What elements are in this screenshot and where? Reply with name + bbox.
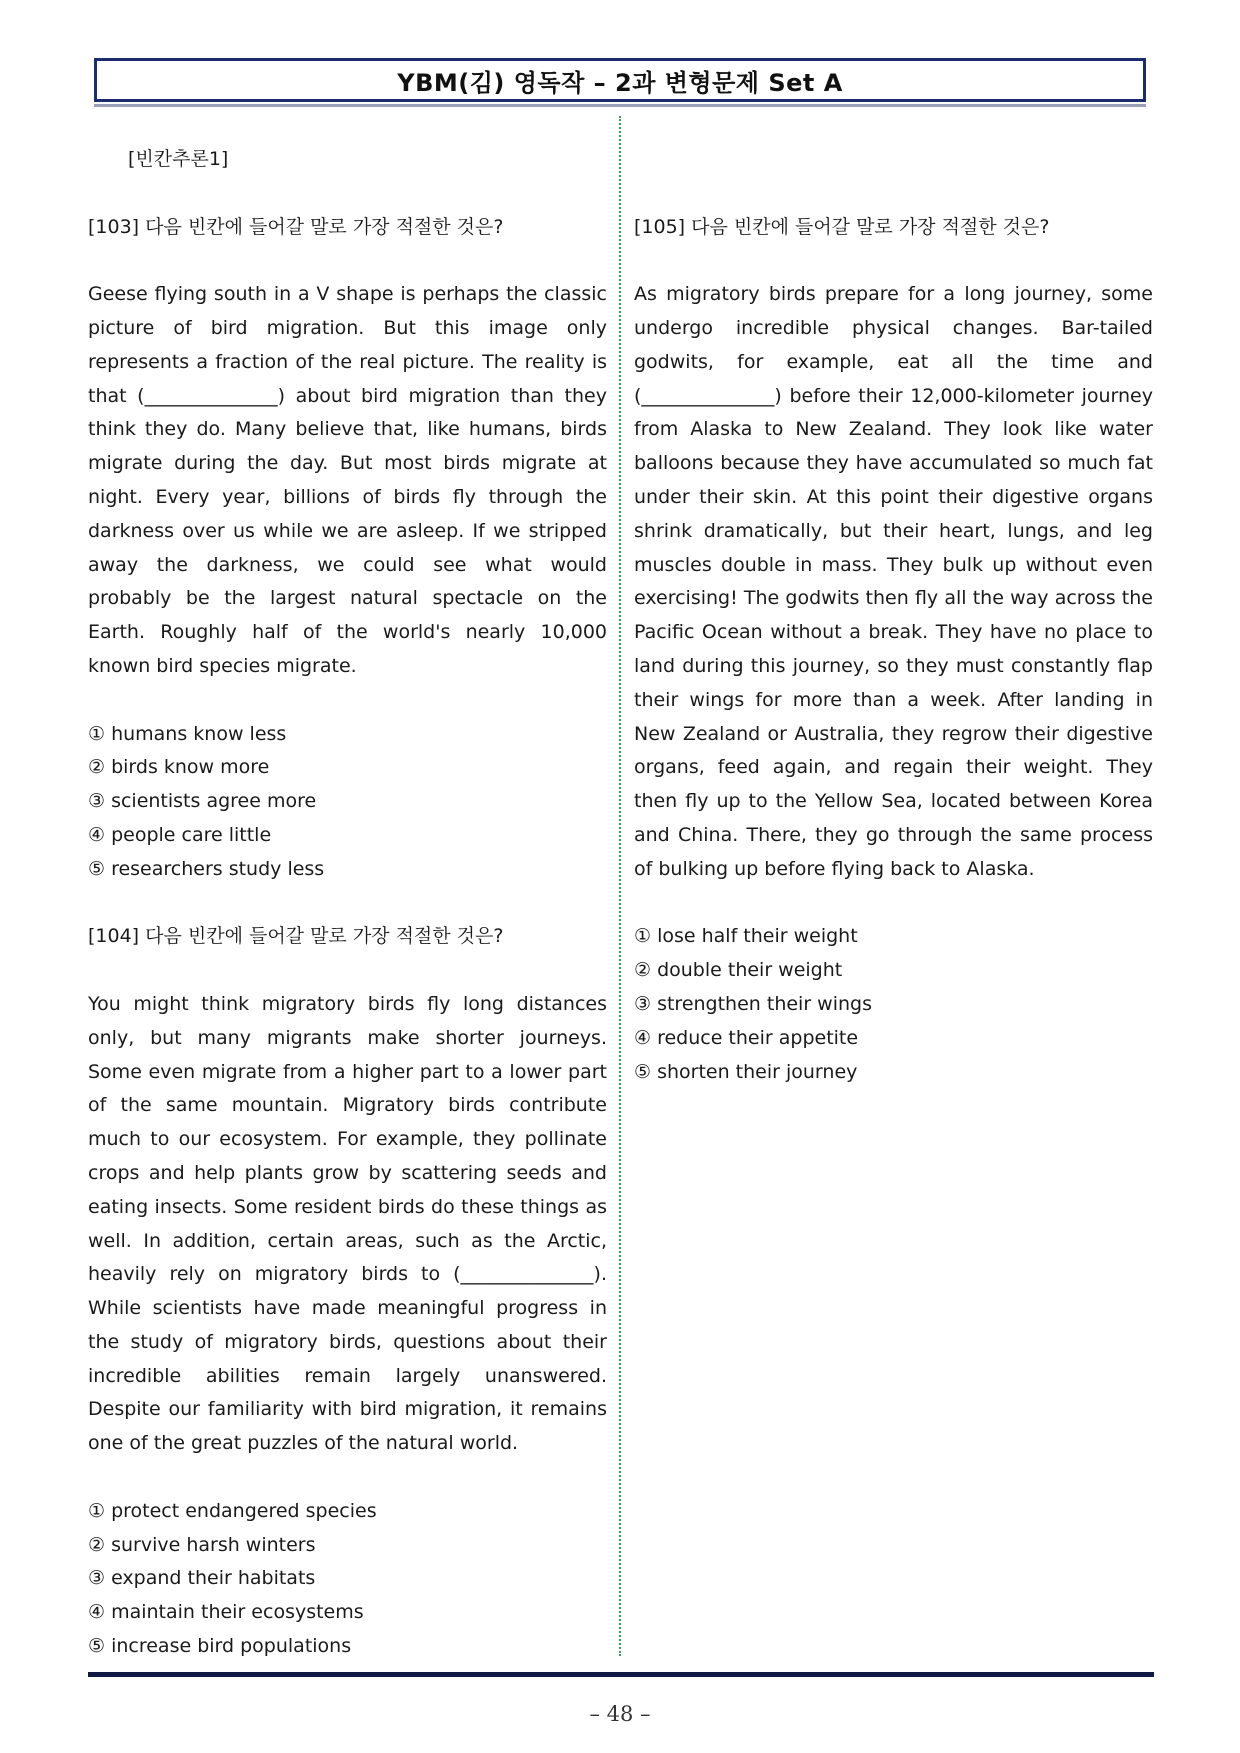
question-103 (88, 211, 607, 887)
question-prompt: [103] 다음 빈칸에 들어갈 말로 가장 적절한 것은? (88, 215, 504, 238)
answer-option: ④ maintain their ecosystems (88, 1601, 364, 1624)
right-column (634, 143, 1153, 1089)
answer-option: ② double their weight (634, 959, 843, 982)
left-column (88, 143, 607, 1664)
answer-option: ⑤ shorten their journey (634, 1060, 858, 1083)
question-104 (88, 920, 607, 1664)
question-105 (634, 211, 1153, 1090)
answer-option: ⑤ researchers study less (88, 857, 325, 880)
answer-option: ③ expand their habitats (88, 1567, 316, 1590)
page-number: – 48 – (589, 1702, 651, 1726)
answer-option: ① protect endangered species (88, 1499, 377, 1522)
question-passage: Geese flying south in a V shape is perhaps the classic picture of bird migration. But this image only represents a fraction of the real picture. The reality is that (______________) about bird migration than they think they do. Many believe that, like humans, birds migrate during the day. But most birds migrate at night. Every year, billions of birds fly through the darkness over us while we are asleep. If we stripped away the darkness, we could see what would probably be the largest natural spectacle on the Earth. Roughly half of the world's nearly 10,000 known bird species migrate. (88, 283, 607, 677)
question-prompt: [104] 다음 빈칸에 들어갈 말로 가장 적절한 것은? (88, 925, 504, 948)
section-label: [빈칸추론1] (128, 148, 229, 170)
answer-options (634, 920, 1153, 1089)
page-title: YBM(김) 영독작 – 2과 변형문제 Set A (397, 68, 843, 97)
answer-option: ② survive harsh winters (88, 1533, 316, 1556)
answer-option: ① humans know less (88, 722, 287, 745)
answer-option: ⑤ increase bird populations (88, 1635, 352, 1658)
footer-rule (88, 1672, 1154, 1677)
answer-option: ③ scientists agree more (88, 790, 317, 813)
question-passage: You might think migratory birds fly long distances only, but many migrants make shorter journeys. Some even migrate from a higher part to a lower part of the same mountain. Migratory birds contribute much to our ecosystem. For example, they pollinate crops and help plants grow by scattering seeds and eating insects. Some resident birds do these things as well. In addition, certain areas, such as the Arctic, heavily rely on migratory birds to (______________). While scientists have made meaningful progress in the study of migratory birds, questions about their incredible abilities remain largely unanswered. Despite our familiarity with bird migration, it remains one of the great puzzles of the natural world. (88, 992, 607, 1455)
answer-option: ③ strengthen their wings (634, 992, 873, 1015)
answer-option: ④ people care little (88, 823, 272, 846)
page-header (94, 58, 1146, 102)
answer-option: ④ reduce their appetite (634, 1026, 859, 1049)
column-divider (619, 116, 621, 1656)
question-passage: As migratory birds prepare for a long journey, some undergo incredible physical changes. Bar-tailed godwits, for example, eat all the time and (______________) before their 12,000-kilometer journey from Alaska to New Zealand. They look like water balloons because they have accumulated so much fat under their skin. At this point their digestive organs shrink dramatically, but their heart, lungs, and leg muscles double in mass. They bulk up without even exercising! The godwits then fly all the way across the Pacific Ocean without a break. They have no place to land during this journey, so they must constantly flap their wings for more than a week. After landing in New Zealand or Australia, they regrow their digestive organs, feed again, and regain their weight. They then fly up to the Yellow Sea, located between Korea and China. There, they go through the same process of bulking up before flying back to Alaska. (634, 283, 1153, 880)
answer-options (88, 718, 607, 887)
answer-options (88, 1495, 607, 1664)
question-prompt: [105] 다음 빈칸에 들어갈 말로 가장 적절한 것은? (634, 215, 1050, 238)
answer-option: ① lose half their weight (634, 925, 858, 948)
answer-option: ② birds know more (88, 756, 270, 779)
